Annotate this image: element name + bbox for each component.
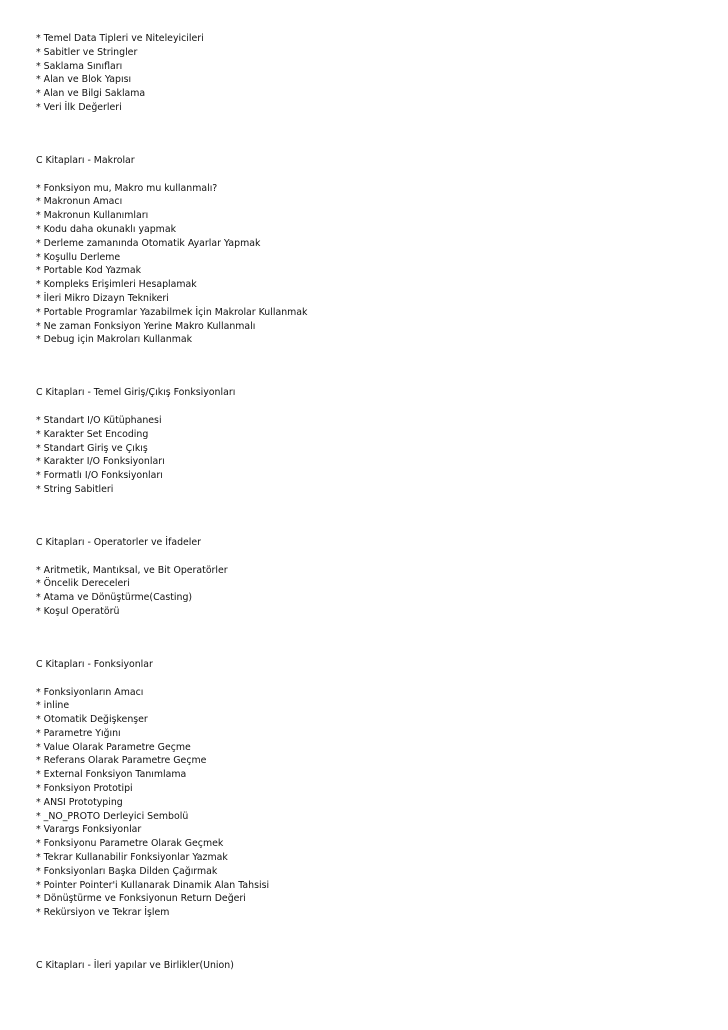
document-section [36, 154, 696, 347]
list-item: * External Fonksiyon Tanımlama [36, 769, 187, 781]
list-item: * Makronun Kullanımları [36, 210, 149, 222]
list-item: * Fonksiyonların Amacı [36, 686, 144, 698]
list-item: * Temel Data Tipleri ve Niteleyicileri [36, 33, 204, 44]
list-item: * Pointer Pointer'i Kullanarak Dinamik Alan Tahsisi [36, 879, 270, 891]
document-section [36, 386, 696, 497]
section-heading: C Kitapları - Operatorler ve İfadeler [36, 536, 202, 548]
document-section [36, 536, 696, 619]
topic-list [36, 182, 696, 348]
list-item: * inline [36, 700, 70, 712]
list-item: * Standart Giriş ve Çıkış [36, 442, 148, 454]
document-section [36, 32, 696, 115]
list-item: * Karakter Set Encoding [36, 428, 149, 440]
section-heading: C Kitapları - İleri yapılar ve Birlikler(Union) [36, 960, 234, 972]
list-item: * Derleme zamanında Otomatik Ayarlar Yapmak [36, 237, 261, 249]
list-item: * Parametre Yığını [36, 727, 121, 739]
list-item: * Standart I/O Kütüphanesi [36, 414, 162, 426]
list-item: * _NO_PROTO Derleyici Sembolü [36, 810, 189, 822]
list-item: * Makronun Amacı [36, 196, 123, 208]
list-item: * Dönüştürme ve Fonksiyonun Return Değeri [36, 893, 246, 905]
list-item: * Saklama Sınıfları [36, 60, 123, 72]
section-heading: C Kitapları - Makrolar [36, 154, 135, 166]
list-item: * Koşul Operatörü [36, 605, 120, 617]
list-item: * Kompleks Erişimleri Hesaplamak [36, 279, 197, 291]
list-item: * Öncelik Dereceleri [36, 578, 130, 590]
list-item: * ANSI Prototyping [36, 796, 123, 808]
document-section [36, 658, 696, 920]
list-item: * Value Olarak Parametre Geçme [36, 741, 191, 753]
topic-list [36, 32, 696, 115]
list-item: * Rekürsiyon ve Tekrar İşlem [36, 907, 170, 919]
list-item: * Atama ve Dönüştürme(Casting) [36, 592, 193, 604]
list-item: * Fonksiyon mu, Makro mu kullanmalı? [36, 182, 218, 194]
list-item: * Fonksiyonu Parametre Olarak Geçmek [36, 838, 224, 850]
list-item: * Portable Kod Yazmak [36, 265, 142, 277]
list-item: * String Sabitleri [36, 483, 114, 495]
list-item: * Debug için Makroları Kullanmak [36, 334, 193, 346]
section-heading: C Kitapları - Fonksiyonlar [36, 658, 153, 670]
list-item: * Karakter I/O Fonksiyonları [36, 456, 165, 468]
topic-list [36, 564, 696, 619]
list-item: * Veri İlk Değerleri [36, 101, 122, 113]
document-section [36, 959, 696, 973]
list-item: * Fonksiyonları Başka Dilden Çağırmak [36, 865, 218, 877]
list-item: * Kodu daha okunaklı yapmak [36, 223, 176, 235]
list-item: * Sabitler ve Stringler [36, 46, 138, 58]
topic-list [36, 414, 696, 497]
section-heading: C Kitapları - Temel Giriş/Çıkış Fonksiyonları [36, 387, 236, 399]
list-item: * Tekrar Kullanabilir Fonksiyonlar Yazmak [36, 852, 228, 864]
list-item: * Referans Olarak Parametre Geçme [36, 755, 207, 767]
list-item: * Formatlı I/O Fonksiyonları [36, 470, 163, 482]
list-item: * Ne zaman Fonksiyon Yerine Makro Kullanmalı [36, 320, 256, 332]
list-item: * Alan ve Bilgi Saklama [36, 88, 146, 100]
list-item: * Aritmetik, Mantıksal, ve Bit Operatörler [36, 564, 228, 576]
list-item: * Otomatik Değişkenşer [36, 714, 148, 726]
list-item: * Varargs Fonksiyonlar [36, 824, 142, 836]
list-item: * İleri Mikro Dizayn Teknikeri [36, 292, 169, 304]
list-item: * Koşullu Derleme [36, 251, 121, 263]
list-item: * Fonksiyon Prototipi [36, 783, 133, 795]
document-body [36, 32, 696, 987]
list-item: * Portable Programlar Yazabilmek İçin Makrolar Kullanmak [36, 306, 308, 318]
list-item: * Alan ve Blok Yapısı [36, 74, 132, 86]
topic-list [36, 686, 696, 921]
